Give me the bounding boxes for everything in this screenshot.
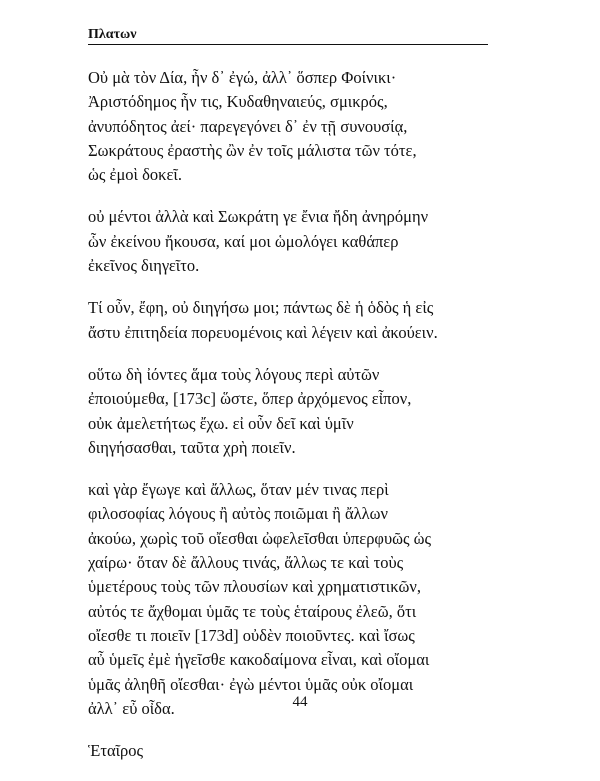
text-line: Οὐ μὰ τὸν Δία, ἦν δ᾽ ἐγώ, ἀλλ᾽ ὅσπερ Φοίνικι· [88, 68, 397, 87]
text-line: καὶ γὰρ ἔγωγε καὶ ἄλλως, ὅταν μέν τινας περὶ [88, 480, 389, 500]
text-line: ὧν ἐκείνου ἤκουσα, καί μοι ὡμολόγει καθάπερ [88, 231, 399, 251]
page-number: 44 [292, 694, 308, 710]
text-line: ἐποιούμεθα, [173c] ὥστε, ὅπερ ἀρχόμενος εἶπον, [88, 389, 412, 409]
paragraph-5 [88, 478, 508, 721]
text-line: ἀκούω, χωρὶς τοῦ οἴεσθαι ὠφελεῖσθαι ὑπερφυῶς ὡς [88, 528, 432, 548]
text-line: ὡς ἐμοὶ δοκεῖ. [88, 165, 182, 185]
running-head-title: Πλατων [88, 27, 137, 42]
paragraph-3 [88, 296, 508, 345]
text-line: αὐτός τε ἄχθομαι ὑμᾶς τε τοὺς ἑταίρους ἐλεῶ, ὅτι [88, 601, 417, 621]
paragraph-2 [88, 205, 508, 278]
text-body [88, 66, 508, 781]
speaker-name: Ἑταῖρος [88, 741, 144, 761]
text-line: αὖ ὑμεῖς ἐμὲ ἡγεῖσθε κακοδαίμονα εἶναι, καὶ οἴομαι [88, 650, 430, 670]
paragraph-1 [88, 66, 508, 187]
text-line: ἐκεῖνος διηγεῖτο. [88, 256, 200, 276]
text-line: Ἀριστόδημος ἦν τις, Κυδαθηναιεύς, σμικρός, [88, 92, 388, 112]
text-line: φιλοσοφίας λόγους ἢ αὐτὸς ποιῶμαι ἢ ἄλλων [88, 504, 389, 524]
text-line: διηγήσασθαι, ταῦτα χρὴ ποιεῖν. [88, 437, 296, 457]
text-line: οὕτω δὴ ἰόντες ἅμα τοὺς λόγους περὶ αὐτῶν [88, 364, 380, 384]
text-line: ὑμᾶς ἀληθῆ οἴεσθαι· ἐγὼ μέντοι ὑμᾶς οὐκ οἴομαι [88, 674, 414, 694]
paragraph-4 [88, 363, 508, 460]
text-line: οἴεσθε τι ποιεῖν [173d] οὐδὲν ποιοῦντες. καὶ ἴσως [88, 625, 415, 645]
text-line: Τί οὖν, ἔφη, οὐ διηγήσω μοι; πάντως δὲ ἡ ὁδὸς ἡ εἰς [88, 298, 434, 318]
text-line: ἄστυ ἐπιτηδεία πορευομένοις καὶ λέγειν καὶ ἀκούειν. [88, 322, 438, 342]
text-line: Σωκράτους ἐραστὴς ὢν ἐν τοῖς μάλιστα τῶν τότε, [88, 140, 417, 160]
text-line: οὐκ ἀμελετήτως ἔχω. εἰ οὖν δεῖ καὶ ὑμῖν [88, 413, 354, 433]
text-line: ἀνυπόδητος ἀεί· παρεγεγόνει δ᾽ ἐν τῇ συνουσίᾳ, [88, 116, 408, 136]
text-line: ὑμετέρους τοὺς τῶν πλουσίων καὶ χρηματιστικῶν, [88, 577, 421, 597]
text-line: χαίρω· ὅταν δὲ ἄλλους τινάς, ἄλλως τε καὶ τοὺς [88, 553, 404, 573]
text-line: ἀλλ᾽ εὖ οἶδα. [88, 698, 175, 718]
running-head [88, 28, 488, 45]
text-line: οὐ μέντοι ἀλλὰ καὶ Σωκράτη γε ἔνια ἤδη ἀνηρόμην [88, 207, 429, 227]
speaker-label [88, 739, 508, 763]
